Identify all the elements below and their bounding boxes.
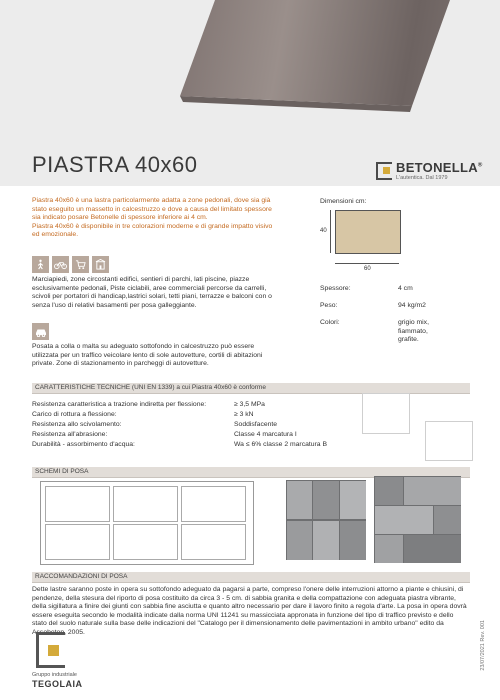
- dimension-diagram: [335, 210, 401, 254]
- scheme-tile: [45, 486, 110, 522]
- scheme-tile: [113, 524, 178, 560]
- spec-colors-label: Colori:: [320, 319, 340, 326]
- spec-weight-value: 94 kg/m2: [398, 302, 426, 309]
- building-icon: [92, 256, 109, 273]
- laying-photo-1: [286, 480, 366, 560]
- certification-box: [425, 421, 473, 461]
- tech-row-label: Carico di rottura a flessione:: [32, 411, 117, 418]
- intro-paragraph-1: Piastra 40x60 è una lastra particolarmente adatta a zone pedonali, dove sia già stato eseguito un massetto in calcestruzzo e dove a causa del limitato spessore sia indicato posare Betonelle di spessore inferiore ai 4 cm.: [32, 197, 272, 222]
- scheme-tile: [181, 486, 246, 522]
- uses-text: Marciapiedi, zone circostanti edifici, sentieri di parchi, lati piscine, piazze esclusivamente pedonali, Piste ciclabili, aree commerciali percorse da carrelli, scivoli per portatori di handicap,lastrici solari, tetti piani, terrazze e balconi con o senza l'uso di relativi basamenti per posa galleggiante.: [32, 276, 272, 309]
- gruppo-logo-mark: [36, 632, 65, 668]
- spec-thickness-label: Spessore:: [320, 285, 351, 292]
- raccomandazioni-section-header: [32, 572, 470, 583]
- tech-row-value: Classe 4 marcatura I: [234, 431, 297, 438]
- tech-section-title: CARATTERISTICHE TECNICHE (UNI EN 1339) a cui Piastra 40x60 è conforme: [35, 384, 266, 391]
- paver-tile: [339, 520, 366, 560]
- cart-icon: [72, 256, 89, 273]
- paver-tile: [286, 480, 313, 520]
- betonella-logo-mark: [376, 162, 392, 180]
- paver-tile: [286, 520, 313, 560]
- gruppo-sub: Gruppo industriale: [32, 672, 77, 678]
- tech-row-label: Resistenza allo scivolamento:: [32, 421, 122, 428]
- bicycle-icon: [52, 256, 69, 273]
- slab-surface: [0, 0, 500, 138]
- pedestrian-icon: [32, 256, 49, 273]
- posa-text: Posata a colla o malta su adeguato sottofondo in calcestruzzo può essere utilizzata per un traffico veicolare lento di sole autovetture, cortili di abitazioni private. Zone di stazionamento in parcheggi di autovetture.: [32, 343, 263, 368]
- betonella-logo: [376, 160, 486, 184]
- schemi-section-title: SCHEMI DI POSA: [35, 468, 89, 475]
- laying-photo-2: [374, 476, 461, 563]
- tech-row-label: Resistenza caratteristica a trazione indiretta per flessione:: [32, 401, 207, 408]
- raccomandazioni-text: Dette lastre saranno poste in opera su sottofondo adeguato da pagarsi a parte, compreso l'onere delle interruzioni attorno a piante e chiusini, di pendenze, della stesura del riporto di posa costituito da circa 3 - 5 cm. di sabbia granita e della compattazione con adeguata piastra vibrante, della sigillatura a finire dei giunti con sabbia fine asciutta e quanto altro necessario per dare il lavoro finito a regola d'arte. La posa in opera dovrà essere eseguita secondo le modalità indicate dalla norma UNI 11241 su massicciata appronata in funzione del tipo di traffico previsto e dello stato del suolo naturale sulla base delle indicazioni del "Catalogo per il dimensionamento delle pavimentazioni in ambito urbano" edito da Assobeton, 2005.: [32, 586, 467, 636]
- spec-thickness-value: 4 cm: [398, 285, 413, 292]
- betonella-logo-text: BETONELLA®: [396, 160, 483, 175]
- tech-row-value: Wa ≤ 6% classe 2 marcatura B: [234, 441, 328, 448]
- paver-tile: [403, 476, 461, 506]
- spec-colors-value: grigio mix, fiammato, grafite.: [398, 319, 429, 344]
- dimension-width: 60: [364, 266, 371, 272]
- page-title: PIASTRA 40x60: [32, 152, 198, 177]
- paver-tile: [312, 480, 340, 520]
- hero-image: [0, 0, 500, 138]
- spec-weight-label: Peso:: [320, 302, 338, 309]
- dimension-height-line: [330, 210, 331, 253]
- certification-box: [362, 393, 410, 434]
- laying-scheme-grid: [40, 481, 254, 565]
- tech-row-label: Durabilità - assorbimento d'acqua:: [32, 441, 135, 448]
- paver-tile: [339, 480, 366, 520]
- dimension-width-line: [335, 263, 399, 264]
- betonella-tagline: L'autentica. Dal 1979: [396, 175, 448, 181]
- dimension-height: 40: [320, 228, 327, 234]
- usage-icons: [32, 256, 109, 273]
- gruppo-tegolaia-logo: [28, 632, 88, 692]
- scheme-tile: [45, 524, 110, 560]
- car-icon: [32, 323, 49, 340]
- tech-row-value: ≥ 3 kN: [234, 411, 254, 418]
- tech-row-value: Soddisfacente: [234, 421, 278, 428]
- tech-row-value: ≥ 3,5 MPa: [234, 401, 265, 408]
- dimensions-label: Dimensioni cm:: [320, 198, 367, 205]
- paver-tile: [433, 505, 461, 535]
- paver-tile: [403, 534, 461, 563]
- revision-label: 23/07/2021 Rev. 001: [480, 620, 486, 671]
- scheme-tile: [181, 524, 246, 560]
- intro-text: [32, 197, 280, 240]
- gruppo-name: TEGOLAIA: [32, 679, 83, 689]
- raccomandazioni-section-title: RACCOMANDAZIONI DI POSA: [35, 573, 128, 580]
- paver-tile: [374, 505, 434, 535]
- intro-paragraph-2: Piastra 40x60 è disponibile in tre colorazioni moderne e di grande impatto visivo ed emozionale.: [32, 222, 273, 239]
- paver-tile: [374, 534, 404, 563]
- scheme-tile: [113, 486, 178, 522]
- paver-tile: [374, 476, 404, 506]
- tech-row-label: Resistenza all'abrasione:: [32, 431, 108, 438]
- paver-tile: [312, 520, 340, 560]
